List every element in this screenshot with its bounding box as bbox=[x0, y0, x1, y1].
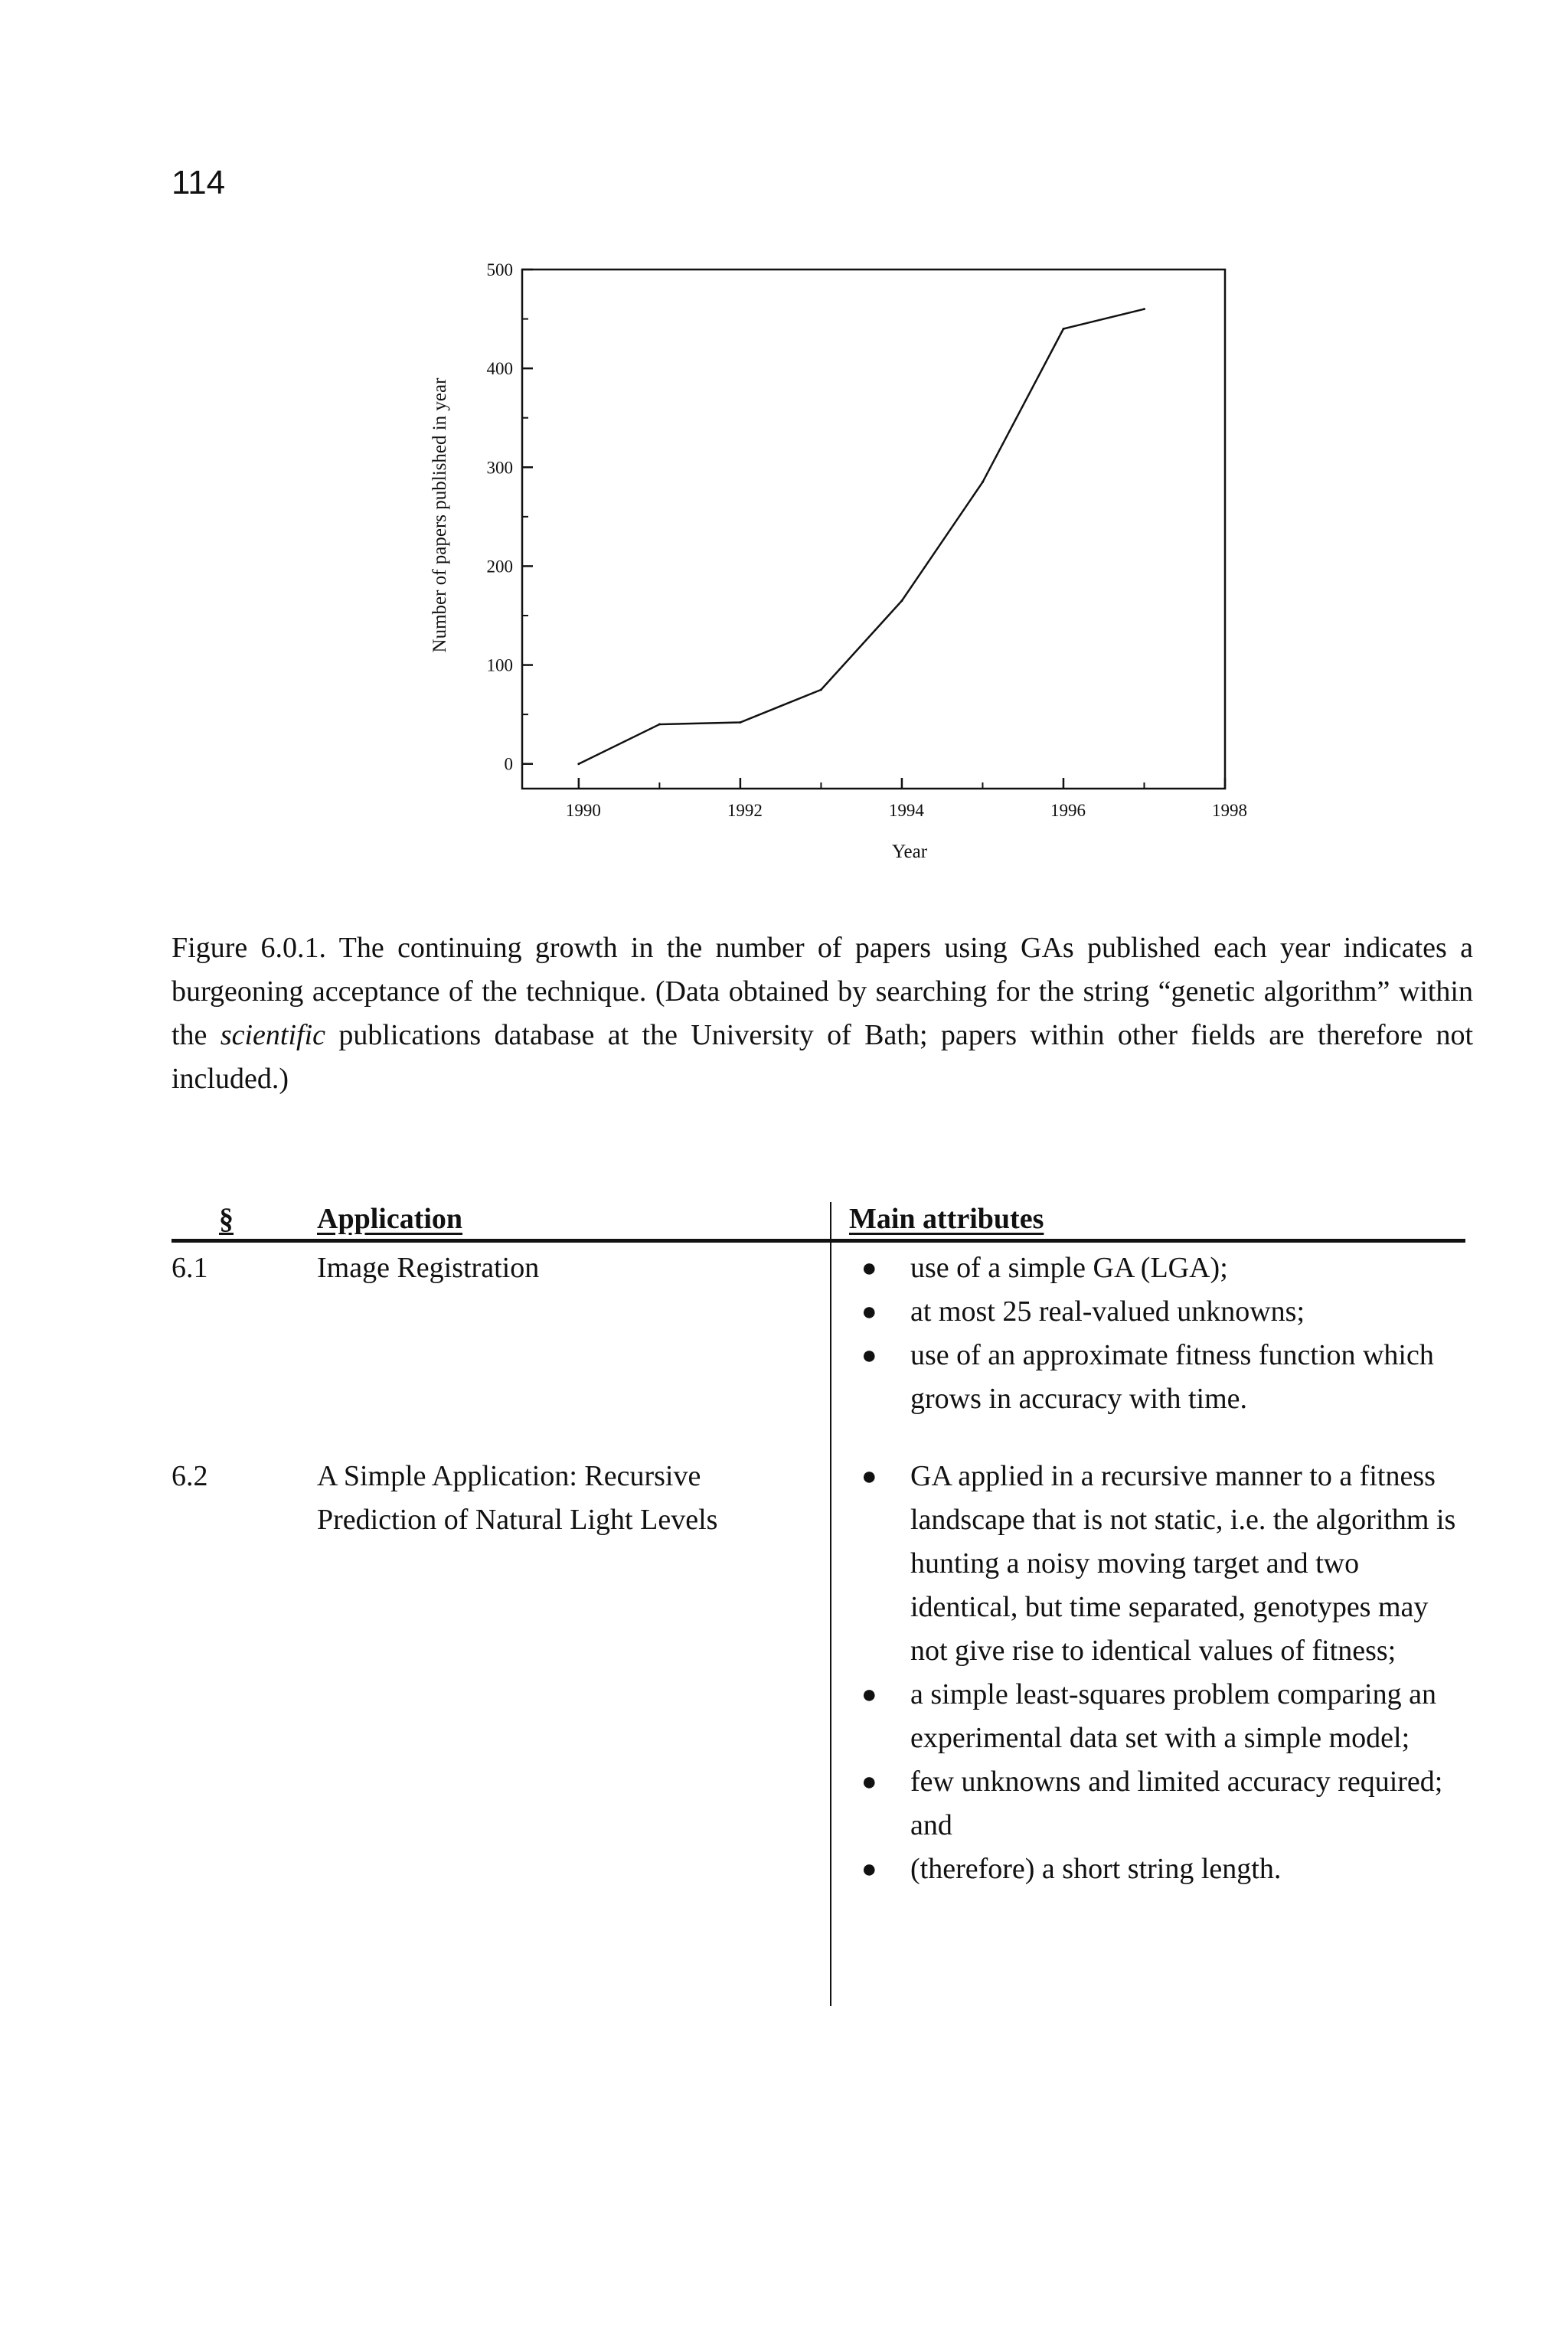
data-point bbox=[982, 481, 984, 483]
header-rule bbox=[172, 1239, 1465, 1243]
bullet-icon: ● bbox=[861, 1254, 877, 1282]
list-item: ● use of a simple GA (LGA); bbox=[849, 1246, 1462, 1290]
applications-table bbox=[172, 1202, 1465, 2006]
header-attributes: Main attributes bbox=[849, 1203, 1044, 1235]
y-axis-title: Number of papers published in year bbox=[430, 377, 450, 653]
row-1-application-line: Image Registration bbox=[317, 1252, 540, 1284]
list-item: ● (therefore) a short string length. bbox=[849, 1847, 1462, 1891]
row-2-section: 6.2 bbox=[172, 1460, 208, 1492]
figure-caption bbox=[172, 926, 1473, 1101]
x-tick-label: 1996 bbox=[1050, 801, 1086, 820]
bullet-icon: ● bbox=[861, 1681, 877, 1709]
header-section: § bbox=[219, 1203, 234, 1235]
data-point bbox=[739, 721, 741, 724]
column-divider bbox=[830, 1202, 831, 2006]
data-point bbox=[820, 688, 822, 691]
page-number: 114 bbox=[172, 164, 226, 201]
y-tick-label: 400 bbox=[486, 359, 513, 379]
list-item: ● few unknowns and limited accuracy required; and bbox=[849, 1760, 1462, 1847]
row-1-attributes bbox=[849, 1246, 1462, 1421]
data-point bbox=[1143, 308, 1145, 310]
row-2-application-line-2: Prediction of Natural Light Levels bbox=[317, 1504, 718, 1536]
row-2-application bbox=[317, 1455, 717, 1542]
y-tick-label: 0 bbox=[504, 754, 513, 774]
row-1-section: 6.1 bbox=[172, 1252, 208, 1284]
bullet-icon: ● bbox=[861, 1462, 877, 1491]
row-1-application bbox=[317, 1246, 539, 1290]
x-tick-label: 1990 bbox=[565, 801, 601, 820]
y-tick-label: 100 bbox=[486, 655, 513, 675]
y-tick-label: 200 bbox=[486, 557, 513, 577]
y-tick-label: 500 bbox=[486, 260, 513, 279]
data-point bbox=[577, 763, 580, 765]
x-tick-label: 1992 bbox=[727, 801, 763, 820]
caption-text-1: The continuing growth in the number of papers using GAs published each year indicates a burgeoning acceptance of the technique. (Data obtained by searching for the string “genetic algorithm” within the bbox=[172, 932, 1473, 1051]
series-line bbox=[579, 309, 1145, 764]
data-point bbox=[1062, 328, 1064, 330]
list-item: ● at most 25 real-valued unknowns; bbox=[849, 1290, 1462, 1334]
papers-per-year-chart bbox=[0, 0, 1568, 903]
row-2-attributes bbox=[849, 1455, 1462, 1891]
plot-frame bbox=[522, 270, 1225, 789]
data-point bbox=[900, 599, 903, 602]
y-tick-label: 300 bbox=[486, 458, 513, 478]
list-item: ● use of an approximate fitness function which grows in accuracy with time. bbox=[849, 1334, 1462, 1421]
list-item: ● GA applied in a recursive manner to a fitness landscape that is not static, i.e. the algorithm is hunting a noisy moving target and two identical, but time separated, genotypes may not give rise to identical values of fitness; bbox=[849, 1455, 1462, 1673]
x-tick-label: 1998 bbox=[1212, 801, 1247, 820]
x-tick-label: 1994 bbox=[888, 801, 924, 820]
row-2-application-line-1: A Simple Application: Recursive bbox=[317, 1460, 701, 1492]
caption-text-2: publications database at the University of Bath; papers within other fields are therefore not included.) bbox=[172, 1019, 1474, 1095]
bullet-icon: ● bbox=[861, 1855, 877, 1883]
bullet-icon: ● bbox=[861, 1768, 877, 1796]
header-application: Application bbox=[317, 1203, 463, 1235]
x-axis-title: Year bbox=[891, 841, 928, 862]
bullet-icon: ● bbox=[861, 1298, 877, 1326]
bullet-icon: ● bbox=[861, 1341, 877, 1370]
data-point bbox=[658, 724, 661, 726]
caption-label: Figure 6.0.1. bbox=[172, 932, 327, 964]
caption-italic: scientific bbox=[220, 1019, 326, 1051]
list-item: ● a simple least-squares problem comparing an experimental data set with a simple model; bbox=[849, 1673, 1462, 1760]
